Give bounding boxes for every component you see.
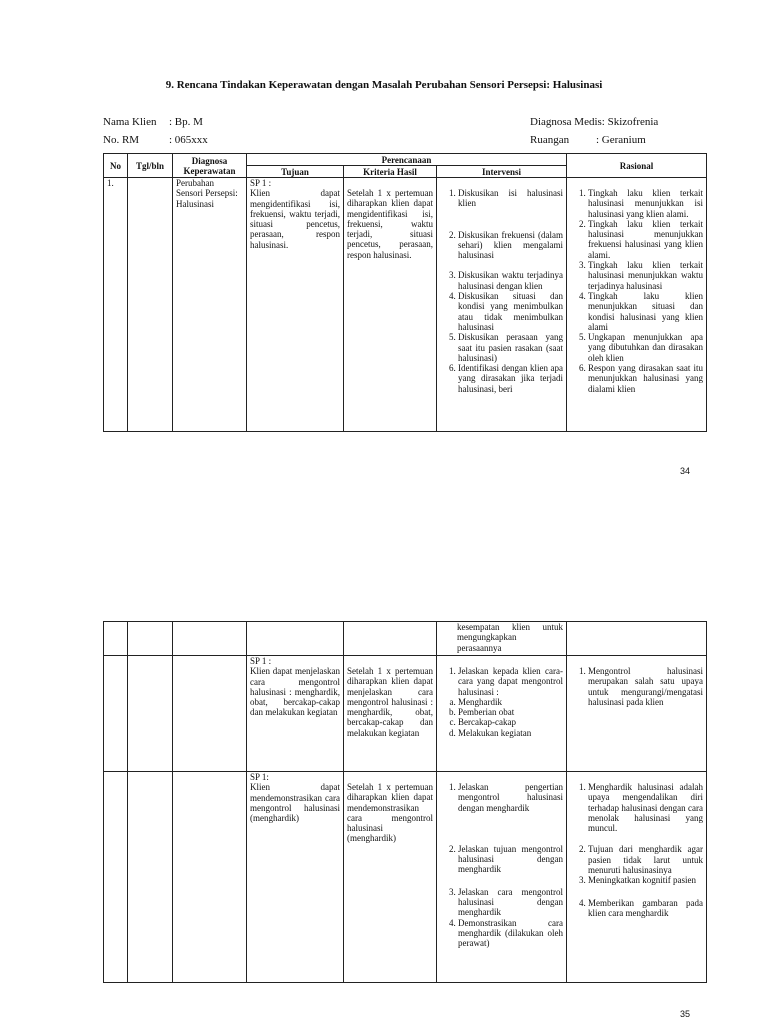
sub-list bbox=[440, 697, 563, 738]
patient-name-value: : Bp. M bbox=[169, 116, 203, 128]
header-intervention: Intervensi bbox=[437, 166, 567, 178]
record-number-label: No. RM bbox=[103, 134, 140, 146]
list-item: 4. Diskusikan situasi dan kondisi yang menimbulkan atau tidak menimbulkan halusinasi bbox=[458, 291, 563, 332]
goal-text: Klien dapat mendemonstrasikan cara mengontrol halusinasi (menghardik) bbox=[250, 782, 340, 824]
care-plan-table-page-2 bbox=[103, 621, 707, 983]
table-row bbox=[104, 772, 707, 983]
page-number: 34 bbox=[680, 466, 691, 476]
intervention-list bbox=[440, 782, 563, 949]
list-item: 5. Ungkapan menunjukkan apa yang dibutuhkan dan dirasakan oleh klien bbox=[588, 332, 703, 363]
table-row bbox=[104, 178, 707, 432]
intervention-list bbox=[440, 188, 563, 394]
list-item: 3. Jelaskan cara mengontrol halusinasi dengan menghardik bbox=[458, 887, 563, 918]
sp-label: SP 1 : bbox=[250, 178, 272, 188]
goal-text: Klien dapat mengidentifikasi isi, frekuensi, waktu terjadi, situasi pencetus, perasaan, respon halusinasi. bbox=[250, 188, 340, 250]
list-item: 6. Identifikasi dengan klien apa yang dirasakan jika terjadi halusinasi, beri bbox=[458, 363, 563, 394]
outcome-criteria-text: Setelah 1 x pertemuan diharapkan klien dapat mengidentifikasi isi, frekuensi, waktu terjadi, situasi pencetus, perasaan, respon halusinasi. bbox=[344, 178, 437, 432]
header-planning: Perencanaan bbox=[247, 154, 567, 166]
rationale-cell bbox=[567, 178, 707, 432]
row-diagnosis: Perubahan Sensori Persepsi: Halusinasi bbox=[173, 178, 247, 432]
list-item: 3. Diskusikan waktu terjadinya halusinasi dengan klien bbox=[458, 270, 563, 291]
list-item: 4. Memberikan gambaran pada klien cara menghardik bbox=[588, 898, 703, 919]
list-item: 2. Jelaskan tujuan mengontrol halusinasi dengan menghardik bbox=[458, 844, 563, 875]
room-label: Ruangan bbox=[530, 134, 570, 146]
rationale-list bbox=[570, 666, 703, 707]
list-item: 3. Tingkah laku klien terkait halusinasi menunjukkan waktu terjadinya halusinasi bbox=[588, 260, 703, 291]
care-plan-table-page-1 bbox=[103, 153, 707, 432]
intervention-cell bbox=[437, 656, 567, 772]
intervention-cell bbox=[437, 178, 567, 432]
list-item: d. Melakukan kegiatan bbox=[458, 728, 563, 738]
row-date bbox=[128, 178, 173, 432]
list-item: 3. Meningkatkan kognitif pasien bbox=[588, 875, 703, 885]
list-item: 5. Diskusikan perasaan yang saat itu pasien rasakan (saat halusinasi) bbox=[458, 332, 563, 363]
row-number: 1. bbox=[104, 178, 128, 432]
page-number: 35 bbox=[680, 1009, 691, 1019]
list-item: 1. Jelaskan pengertian mengontrol halusinasi dengan menghardik bbox=[458, 782, 563, 813]
outcome-criteria-text: Setelah 1 x pertemuan diharapkan klien dapat menjelaskan cara mengontrol halusinasi : menghardik, obat, bercakap-cakap dan melakukan kegiatan bbox=[344, 656, 437, 772]
list-item: 1. Mengontrol halusinasi merupakan salah satu upaya untuk mengurangi/mengatasi halusinasi pada klien bbox=[588, 666, 703, 707]
outcome-criteria-text: Setelah 1 x pertemuan diharapkan klien dapat mendemonstrasikan cara mengontrol halusinasi (menghardik) bbox=[344, 772, 437, 983]
header-no: No bbox=[104, 154, 128, 178]
list-item: 4. Demonstrasikan cara menghardik (dilakukan oleh perawat) bbox=[458, 918, 563, 949]
goal-text: Klien dapat menjelaskan cara mengontrol halusinasi : menghardik, obat, bercakap-cakap dan melakukan kegiatan bbox=[250, 666, 340, 718]
header-date: Tgl/bln bbox=[128, 154, 173, 178]
goal-cell bbox=[247, 772, 344, 983]
intervention-list bbox=[440, 666, 563, 738]
room-value: : Geranium bbox=[596, 134, 646, 146]
list-item: b. Pemberian obat bbox=[458, 707, 563, 717]
list-item: 2. Diskusikan frekuensi (dalam sehari) klien mengalami halusinasi bbox=[458, 230, 563, 261]
sp-label: SP 1 : bbox=[250, 656, 272, 666]
table-row bbox=[104, 656, 707, 772]
header-outcome-criteria: Kriteria Hasil bbox=[344, 166, 437, 178]
record-number-value: : 065xxx bbox=[169, 134, 208, 146]
list-item: 1. Jelaskan kepada klien cara-cara yang dapat mengontrol halusinasi : a. Menghardik b. Pemberian obat c. Bercakap-cakap d. Melakukan kegiatan bbox=[458, 666, 563, 738]
rationale-cell bbox=[567, 772, 707, 983]
rationale-list bbox=[570, 188, 703, 394]
header-goal: Tujuan bbox=[247, 166, 344, 178]
document-title: 9. Rencana Tindakan Keperawatan dengan Masalah Perubahan Sensori Persepsi: Halusinasi bbox=[165, 79, 603, 91]
header-nursing-diagnosis: Diagnosa Keperawatan bbox=[173, 154, 247, 178]
intervention-cell bbox=[437, 772, 567, 983]
list-item: 6. Respon yang dirasakan saat itu menunjukkan halusinasi yang dialami klien bbox=[588, 363, 703, 394]
intervention-continuation: kesempatan klien untuk mengungkapkan perasaannya bbox=[437, 622, 567, 656]
sp-label: SP 1: bbox=[250, 772, 269, 782]
header-rationale: Rasional bbox=[567, 154, 707, 178]
list-item: 2. Tingkah laku klien terkait halusinasi menunjukkan frekuensi halusinasi yang klien alami. bbox=[588, 219, 703, 260]
rationale-list bbox=[570, 782, 703, 918]
list-item: 4. Tingkah laku klien menunjukkan situasi dan kondisi halusinasi yang klien alami bbox=[588, 291, 703, 332]
list-item: c. Bercakap-cakap bbox=[458, 717, 563, 727]
list-item: 1. Diskusikan isi halusinasi klien bbox=[458, 188, 563, 209]
list-item: 2. Tujuan dari menghardik agar pasien tidak larut untuk menuruti halusinasinya bbox=[588, 844, 703, 875]
goal-cell bbox=[247, 656, 344, 772]
list-item: a. Menghardik bbox=[458, 697, 563, 707]
medical-diagnosis: Diagnosa Medis: Skizofrenia bbox=[530, 116, 659, 128]
goal-cell bbox=[247, 178, 344, 432]
list-item: 1. Menghardik halusinasi adalah upaya mengendalikan diri terhadap halusinasi dengan cara menolak halusinasi yang muncul. bbox=[588, 782, 703, 833]
patient-name-label: Nama Klien bbox=[103, 116, 157, 128]
table-row bbox=[104, 622, 707, 656]
rationale-cell bbox=[567, 656, 707, 772]
list-item: 1. Tingkah laku klien terkait halusinasi menunjukkan isi halusinasi yang klien alami. bbox=[588, 188, 703, 219]
